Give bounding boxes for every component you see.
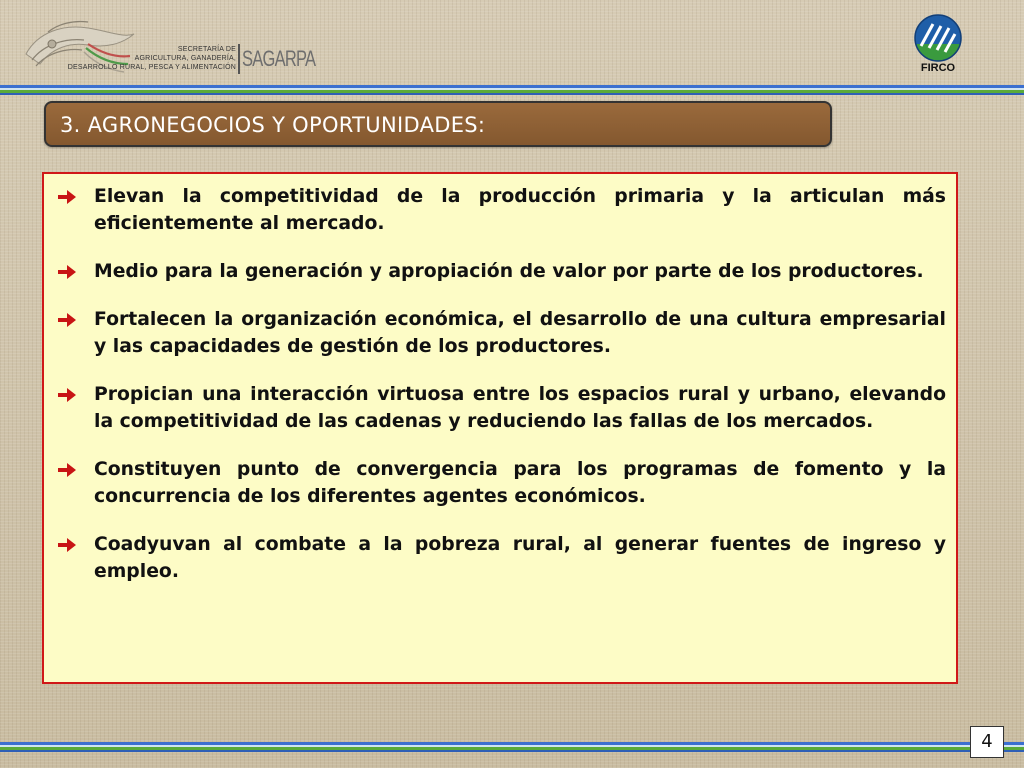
firco-globe-icon [907,12,969,64]
right-arrow-icon [58,381,80,408]
bullet-text: Medio para la generación y apropiación de valor por parte de los productores. [94,261,924,282]
secretaria-line: SECRETARÍA DE [177,46,236,53]
right-arrow-icon [58,306,80,333]
list-item [58,306,946,360]
page-number: 4 [970,726,1004,758]
bullet-list [58,183,946,606]
sagarpa-logo-text: SAGARPA [242,46,316,71]
top-decorative-stripes [0,85,1024,96]
right-arrow-icon [58,183,80,210]
firco-label: FIRCO [920,62,956,74]
slide-header [0,0,1024,84]
bottom-decorative-stripes [0,742,1024,753]
list-item [58,381,946,435]
bullet-text: Coadyuvan al combate a la pobreza rural, al generar fuentes de ingreso y empleo. [94,534,946,582]
list-item [58,258,946,285]
list-item [58,531,946,585]
secretaria-line: DESARROLLO RURAL, PESCA Y ALIMENTACIÓN [67,64,236,71]
list-item [58,183,946,237]
list-item [58,456,946,510]
content-box [42,172,958,684]
secretaria-line: AGRICULTURA, GANADERÍA, [134,55,236,62]
section-title-bar [44,101,832,147]
header-divider [238,44,240,74]
bullet-text: Fortalecen la organización económica, el desarrollo de una cultura empresarial y las capacidades de gestión de los productores. [94,309,946,357]
secretaria-text [60,45,236,72]
bullet-text: Constituyen punto de convergencia para los programas de fomento y la concurrencia de los diferentes agentes económicos. [94,459,946,507]
bullet-text: Propician una interacción virtuosa entre los espacios rural y urbano, elevando la competitividad de las cadenas y reduciendo las fallas de los mercados. [94,384,946,432]
right-arrow-icon [58,456,80,483]
section-title: 3. AGRONEGOCIOS Y OPORTUNIDADES: [60,113,486,137]
right-arrow-icon [58,531,80,558]
right-arrow-icon [58,258,80,285]
bullet-text: Elevan la competitividad de la producción primaria y la articulan más eficientemente al mercado. [94,186,946,234]
firco-logo [907,12,969,78]
